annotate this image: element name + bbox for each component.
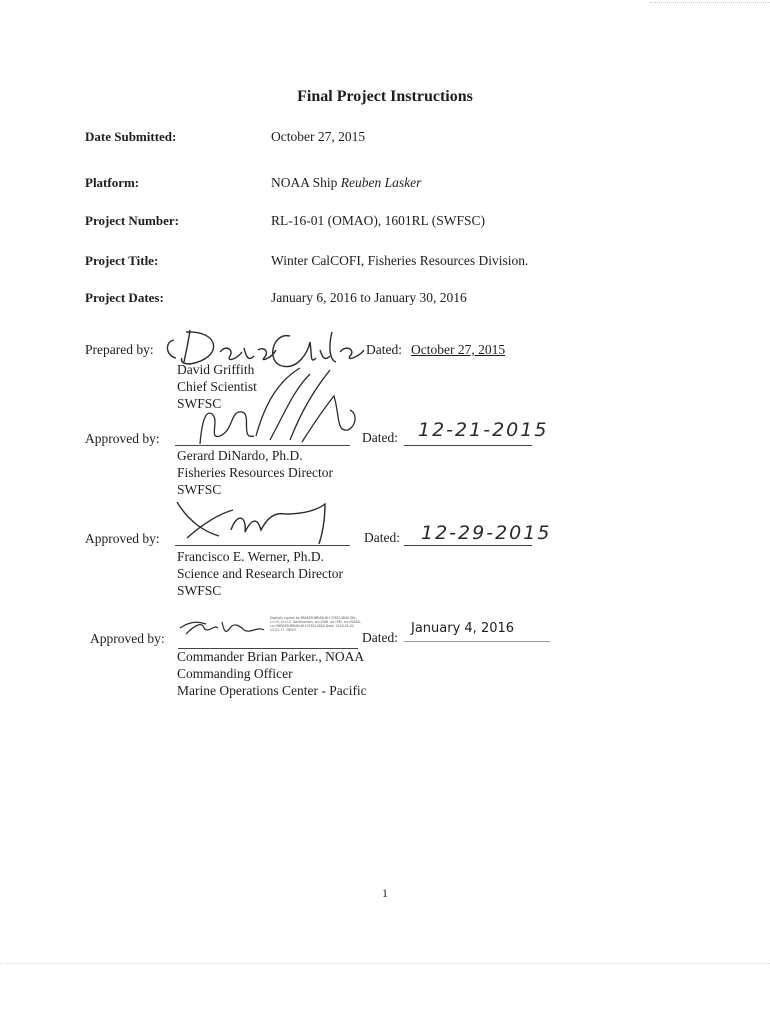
signer-org: SWFSC [177,583,222,598]
project-title-value: Winter CalCOFI, Fisheries Resources Division. [271,253,529,268]
approval-date-handwritten: 12-21-2015 [418,419,549,441]
date-submitted-value: October 27, 2015 [271,129,366,144]
project-dates-value: January 6, 2016 to January 30, 2016 [271,290,467,305]
project-title-label: Project Title: [85,253,159,268]
project-number-value: RL-16-01 (OMAO), 1601RL (SWFSC) [271,213,485,228]
signer-title: Fisheries Resources Director [177,465,333,480]
approval-date-digital: January 4, 2016 [411,621,515,636]
approved-by-label: Approved by: [90,631,165,646]
scan-artifact-top [650,2,770,3]
werner-signature [175,492,335,552]
page-number: 1 [382,886,388,900]
dated-label: Dated: [362,430,398,445]
signer-title: Chief Scientist [177,379,257,394]
dinardo-block [177,447,333,498]
date-submitted-label: Date Submitted: [85,129,177,144]
signer-title: Science and Research Director [177,566,344,581]
approval-date-handwritten: 12-29-2015 [421,522,552,544]
signer-org: SWFSC [177,482,222,497]
signer-org: SWFSC [177,396,222,411]
prepared-date: October 27, 2015 [411,342,506,357]
parker-signature [178,614,268,642]
document-title: Final Project Instructions [297,88,473,105]
project-number-label: Project Number: [85,213,179,228]
scan-artifact-bottom [0,963,770,964]
approved-by-label: Approved by: [85,431,160,446]
ship-name: Reuben Lasker [340,175,422,190]
signer-name: Francisco E. Werner, Ph.D. [177,549,324,564]
dinardo-signature [190,340,365,452]
date-line [404,445,532,446]
parker-block [177,648,367,699]
signer-org: Marine Operations Center - Pacific [177,683,367,698]
digital-signature-text: Digitally signed by PARKER.BRIAN.W.1376214840 DN: c=US, o=U.S. Government, ou=DoD, ou=PKI, ou=NOAA, cn=PARKER.BRIAN.W.1376214840 Date: 2016.01.04 13:21:17 -08'00' [270,616,361,632]
date-line [404,545,532,546]
dated-label: Dated: [364,530,400,545]
prepared-by-label: Prepared by: [85,342,154,357]
signer-name: David Griffith [177,362,255,377]
dated-label: Dated: [366,342,402,357]
signer-name: Commander Brian Parker., NOAA [177,649,365,664]
approved-by-label: Approved by: [85,531,160,546]
signer-title: Commanding Officer [177,666,293,681]
platform-prefix: NOAA Ship [271,175,341,190]
werner-block [177,548,343,599]
platform-value [271,175,421,191]
date-line [404,641,550,642]
project-dates-label: Project Dates: [85,290,164,305]
platform-label: Platform: [85,175,140,190]
dated-label: Dated: [362,630,398,645]
signer-name: Gerard DiNardo, Ph.D. [177,448,303,463]
